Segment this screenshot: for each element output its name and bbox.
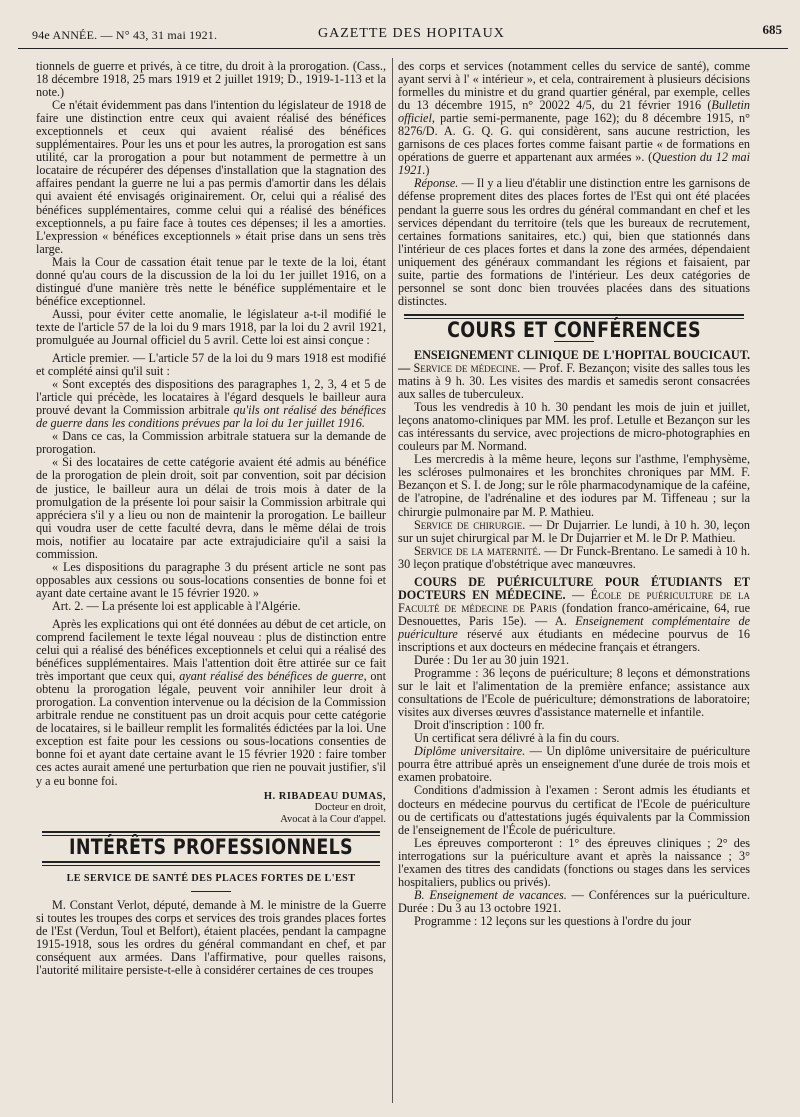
paragraph: M. Constant Verlot, député, demande à M. le ministre de la Guerre si toutes les troupes des corps et services des trois grandes places fortes de l'Est (Verdun, Toul et Belfort), étaient placées, pendant la campagne 1915-1918, sous les ordres du général commandant en chef, et par conséquent aux armées. Dans l'affirmative, pour quelles raisons, l'autorité militaire persiste-t-elle à considérer certaines de ces troupes: [36, 898, 386, 978]
italic-run: Question du 12 mai 1921.: [398, 150, 750, 178]
text-run: des corps et services (notamment celles du service de santé), comme ayant servi à l' « intérieur », et cela, contrairement à plusieurs décisions formelles du ministre et du grand quartier général, par exemple, celles du 13 décembre 1915, n° 20022 4/5, du 21 février 1916 (: [398, 59, 750, 113]
issue-info: 94e ANNÉE. — N° 43, 31 mai 1921.: [32, 28, 218, 42]
paragraph: Aussi, pour éviter cette anomalie, le législateur a-t-il modifié le texte de l'article 57 de la loi du 9 mars 1918, par la loi du 2 avril 1921, promulguée au Journal officiel du 5 avril. Cette loi est ainsi conçue :: [36, 306, 386, 347]
author-title: Docteur en droit,: [314, 802, 386, 814]
paragraph: « Les dispositions du paragraphe 3 du présent article ne sont pas opposables aux cessions ou sous-locations consenties de bonne foi et ayant date certaine avant le 15 février 1920. »: [36, 559, 386, 600]
text-run: , partie semi-permanente, page 162); du 8 décembre 1915, n° 8276/D. A. G. Q. G. qui considèrent, sans aucune restriction, les garnisons de ces places fortes comme faisant partie « de formations en opérations de guerre et appartenant aux armées ». (: [398, 111, 750, 165]
page-number: 685: [762, 22, 782, 37]
text-run: « Sont exceptés des dispositions des paragraphes 1, 2, 3, 4 et 5 de l'article qui précède, les locataires à l'égard desquels le bailleur aura prouvé devant la Commission arbitrale: [36, 377, 386, 418]
paragraph: « Dans ce cas, la Commission arbitrale statuera sur la demande de prorogation.: [36, 429, 386, 457]
text-run: — Dr Funck-Brentano. Le samedi à 10 h. 30 leçon pratique d'obstétrique avec manœuvres.: [398, 543, 750, 571]
paragraph: « Si des locataires de cette catégorie avaient été admis au bénéfice de la prorogation de plein droit, soit par convention, soit par décision de justice, le bailleur aura un délai de trois mois à dater de la promulgation de la présente loi pour saisir la Commission arbitrale qui appréciera s'il y a lieu ou non de maintenir la prorogation. Le bailleur qui voudra user de cette faculté devra, dans le même délai de trois mois, notifier au locataire par acte extrajudiciaire qu'il a saisi la commission.: [36, 455, 386, 561]
author-name: H. RIBADEAU DUMAS,: [263, 790, 386, 802]
paragraph: Droit d'inscription : 100 fr.: [414, 718, 545, 733]
text-run: — Un diplôme universitaire de puériculture pourra être attribué après un enseignement d'une durée de trois mois et examen probatoire.: [398, 744, 750, 785]
short-rule: [191, 891, 231, 892]
italic-run: Réponse.: [414, 176, 459, 191]
italic-run: Enseignement complémentaire de puériculture: [398, 613, 750, 641]
paragraph: [398, 576, 750, 654]
text-run: — Conférences sur la puériculture. Durée : Du 3 au 13 octobre 1921.: [398, 887, 750, 915]
section-title: INTÉRÊTS PROFESSIONNELS: [69, 835, 353, 860]
paragraph: [398, 349, 750, 401]
paragraph: [398, 545, 750, 571]
paragraph: [398, 745, 750, 784]
text-run: réservé aux étudiants en médecine pourvus de 16 inscriptions et aux docteurs en médecine français et étrangers.: [398, 626, 750, 654]
paragraph: Durée : Du 1er au 30 juin 1921.: [414, 653, 570, 668]
small-caps-run: Service de la maternité.: [414, 543, 541, 558]
italic-run: B. Enseignement de vacances.: [414, 887, 567, 902]
text-run: ): [425, 163, 430, 178]
left-column: [36, 60, 386, 977]
paragraph: Un certificat sera délivré à la fin du cours.: [414, 731, 620, 746]
author-title: Avocat à la Cour d'appel.: [280, 813, 386, 825]
paragraph: [398, 519, 750, 545]
paragraph: Programme : 36 leçons de puériculture; 8 leçons et démonstrations sur le lait et l'alimentation de la première enfance; assistance aux consultations de l'Ecole de puériculture; démonstrations de laboratoire; visites aux diverses œuvres d'assistance maternelle et infantile.: [398, 666, 750, 720]
paragraph: [398, 889, 750, 915]
text-run: — Dr Dujarrier. Le lundi, à 10 h. 30, leçon sur un sujet chirurgical par M. le Dr Dujarrier et M. le Dr P. Mathieu.: [398, 517, 750, 545]
paragraph: Article premier. — L'article 57 de la loi du 9 mars 1918 est modifié et complété ainsi qu'il suit :: [36, 351, 386, 379]
paragraph: Ce n'était évidemment pas dans l'intention du législateur de 1918 de faire une distinction entre ceux qui avaient réalisé des bénéfices exceptionnels et ceux qui avaient réalisé des bénéfices supplémentaires. Pour les uns et pour les autres, la prorogation est sans utilité, car la prorogation a pour but notamment de permettre à un locataire de récupérer des dépenses d'installation que la stagnation des affaires pendant la guerre ne lui a pas permis d'amortir dans les délais qui avaient été envisagés originairement. Or, celui qui a réalisé des bénéfices supplémentaires, comme celui qui a réalisé des bénéfices exceptionnels, a pu faire face à toutes ces dépenses; il les a amorties. L'expression « bénéfices exceptionnels » était prise dans un sens très large.: [36, 98, 386, 256]
paragraph: [398, 177, 750, 307]
paragraph: [36, 378, 386, 430]
italic-run: Diplôme universitaire.: [414, 744, 526, 759]
paragraph: [36, 618, 386, 788]
paragraph: tionnels de guerre et privés, à ce titre, du droit à la prorogation. (Cass., 18 décembre 1918, 25 mars 1919 et 2 juillet 1919; D., 1919-1-113 et la note.): [36, 59, 386, 100]
paragraph: Art. 2. — La présente loi est applicable à l'Algérie.: [52, 598, 301, 613]
small-caps-run: — École de puériculture de la Faculté de médecine de Paris: [398, 587, 750, 615]
italic-run: ayant réalisé des bénéfices de guerre: [179, 669, 364, 684]
page-header: [18, 20, 788, 49]
text-run: , ont obtenu la prorogation légale, peuvent voir annihiler leur droit à prorogation. La convention intervenue ou la décision de la Commission arbitrale rendue ne constituent pas un droit acquis pour cette catégorie de locataires, si le bailleur remplit les formalités édictées par la loi. Une exception est faite pour les cessions ou sous-locations consenties de bonne foi et ayant date certaine avant le 15 février 1920 : faire tomber ces actes aurait amené une perturbation que rien ne pouvait justifier, s'il y a eu bonne foi.: [36, 669, 386, 788]
paragraph: Mais la Cour de cassation était tenue par le texte de la loi, étant donné qu'au cours de la discussion de la loi du 1er juillet 1916, on a distingué d'une manière très nette le bénéfice supplémentaire et le bénéfice exceptionnel.: [36, 254, 386, 308]
paragraph: Conditions d'admission à l'examen : Seront admis les étudiants et docteurs en médecine pourvus du certificat de l'Ecole de puériculture ou de certificats ou d'attestations jugés équivalents par la Commission de l'enseignement de l'École de puériculture.: [398, 783, 750, 837]
text-run: Après les explications qui ont été données au début de cet article, on comprend facilement le texte légal nouveau : plus de distinction entre celui qui a réalisé des bénéfices exceptionnels et celui qui a réalisé des bénéfices supplémentaires. Mais l'attention doit être attirée sur ce fait très important que ceux qui,: [36, 616, 386, 684]
text-run: — Il y a lieu d'établir une distinction entre les garnisons de défense proprement dites des places fortes de l'Est qui ont été placées pendant la guerre sous les ordres du général commandant en chef et les services dépendant du territoire (tels que les bureaux de recrutement, certaines formations sanitaires, etc.) qui, bien que stationnés dans l'intérieur de ces places fortes et dans la zone des armées, dépendaient uniquement des généraux commandant les régions et faisaient, par suite, partie des formations de l'intérieur. Les deux catégories de personnel se sont donc bien trouvées placées dans des situations distinctes.: [398, 176, 750, 308]
right-column: [398, 60, 750, 928]
small-caps-run: Service de chirurgie.: [414, 517, 526, 532]
italic-run: Bulletin officiel: [398, 98, 750, 126]
journal-title: GAZETTE DES HOPITAUX: [318, 26, 505, 41]
paragraph: Les épreuves comporteront : 1° des épreuves cliniques ; 2° des interrogations sur la puériculture avant et après la naissance ; 3° l'examen des titres des candidats (fonctions ou stages dans les services hospitaliers, publics ou privés).: [398, 835, 750, 889]
paragraph: [398, 60, 750, 177]
subsection-heading: COURS DE PUÉRICULTURE POUR ÉTUDIANTS ET DOCTEURS EN MÉDECINE.: [398, 574, 750, 602]
paragraph: Programme : 12 leçons sur les questions à l'ordre du jour: [414, 913, 692, 928]
author-signature: [36, 791, 386, 826]
text-run: — Prof. F. Bezançon; visite des salles tous les matins à 9 h. 30. Les visites des mardis et samedis seront consacrées aux salles de tuberculeux.: [398, 360, 751, 402]
small-caps-run: Service de médecine.: [413, 360, 521, 375]
text-run: (fondation franco-américaine, 64, rue Desnouettes, Paris 15e). — A.: [398, 600, 750, 628]
paragraph: Les mercredis à la même heure, leçons sur l'asthme, l'emphysème, les scléroses pulmonaires et les bronchites chroniques par MM. F. Bezançon et S. I. de Jong; sur le rôle pharmacodynamique de la caféine, de l'atropine, de l'adrénaline et des iodures par M. Tiffeneau ; sur la chirurgie pulmonaire par M. P. Mathieu.: [398, 452, 750, 519]
section-rule: [42, 861, 380, 866]
paragraph: Tous les vendredis à 10 h. 30 pendant les mois de juin et juillet, leçons anatomo-cliniques par MM. les prof. Letulle et Bezançon sur les cas intéressants du service, avec projections de micro-photographies en couleurs par M. Normand.: [398, 400, 750, 454]
italic-run: qu'ils ont réalisé des bénéfices de guerre dans les conditions prévues par la loi du 1er juillet 1916.: [36, 403, 386, 431]
subsection-heading: ENSEIGNEMENT CLINIQUE DE L'HOPITAL BOUCICAUT. —: [398, 347, 750, 375]
article-heading: LE SERVICE DE SANTÉ DES PLACES FORTES DE L'EST: [66, 873, 356, 885]
section-title: COURS ET CONFÉRENCES: [447, 318, 701, 343]
column-divider: [392, 58, 393, 1103]
